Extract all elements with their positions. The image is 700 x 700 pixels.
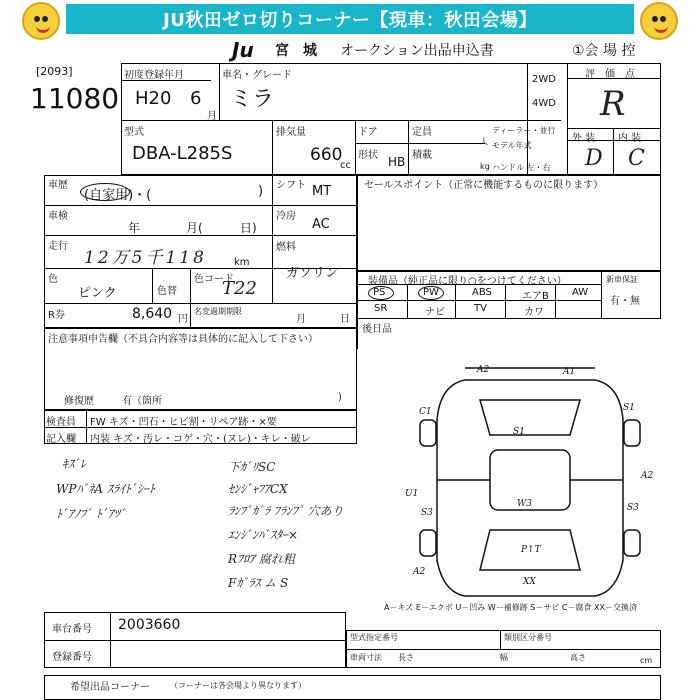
equipment-label: 装備品（純正品に限り○をつけてください） [368,276,567,287]
inspection-month: 月( [186,221,203,235]
capacity-label: 定員 [412,127,432,138]
form-copy-label: ①会 場 控 [572,43,636,59]
displacement-unit: cc [340,160,351,171]
reg-month: 6 [190,88,202,109]
warranty-label: 新車保証 [606,275,638,284]
ac-value: AC [312,217,330,232]
chassis-number-value: 2003660 [118,617,181,633]
door-label: ドア [358,127,378,138]
later-item-label: 後日品 [362,324,392,335]
damage-a2-front: A2 [477,365,490,375]
month-unit: 月 [207,111,217,122]
capacity-unit: 人 [480,137,488,146]
equip-kawa: カワ [524,307,544,318]
lot-number: 11080 [30,82,120,115]
equip-tv: TV [474,303,487,314]
mileage-value: 12万5千118 [84,248,207,268]
name-label: 車名・グレード [222,70,292,81]
recycle-value: 8,640 [132,306,173,322]
fuel-label: 燃料 [276,242,296,253]
shift-value: MT [312,184,332,199]
damage-pt: P↑T [521,545,541,555]
rating-value: R [600,84,626,124]
length-label: 長さ [398,653,414,662]
warranty-value: 有・無 [610,296,640,307]
load-label: 積載 [412,150,432,161]
page-title: JU秋田ゼロ切りコーナー【現車：秋田会場】 [66,4,634,34]
model-year-label: モデル年式 [492,141,532,150]
note-left-2: WPﾊﾞﾈA ｽﾗｲﾄﾞｼｰﾄ [56,482,155,496]
class-number-label: 類別区分番号 [504,633,552,642]
equip-aw: AW [572,287,589,298]
color-label: 色 [48,274,58,285]
shift-label: シフト [276,180,306,191]
mileage-label: 走行 [48,241,68,252]
lot-code: [2093] [36,65,73,78]
mileage-unit: km [234,257,250,268]
equip-airbag: エアB [522,291,549,302]
drive-2wd: 2WD [532,74,556,85]
history-close: ) [258,184,264,199]
wish-corner-note: （コーナーは各会場より異なります） [170,681,306,690]
repair-value: 有（箇所 [122,396,162,407]
note-left-3: ﾄﾞｱﾉﾌﾞ ﾄﾞｱﾂﾞ [56,507,126,521]
color-code-label: 色コード [194,274,234,285]
model-value: DBA-L285S [132,143,233,164]
note-right-1: 下ｶﾞﾘSC [228,460,276,474]
shape-value: HB [388,155,406,169]
inspection-label: 車検 [48,211,68,222]
sales-point-label: セールスポイント（正常に機能するものに限ります） [364,180,604,191]
mascot-left-icon [22,2,60,40]
dealer-label: ディーラー・並行 [492,126,556,135]
color-code-value: T22 [222,278,257,299]
damage-c1: C1 [419,407,432,417]
load-unit: kg [480,162,490,171]
fuel-value: ガソリン [286,266,339,281]
registration-number-label: 登録番号 [52,652,92,663]
dimensions-label: 車両寸法 [350,653,382,662]
model-label: 型式 [124,127,144,138]
inspector-row-exterior: FW キズ・凹石・ヒビ割・リペア跡・×要 [90,417,277,428]
transfer-month: 月 [296,314,306,325]
drive-4wd: 4WD [532,98,556,109]
displacement-value: 660 [310,145,343,165]
car-damage-diagram [405,360,655,600]
damage-s3-right: S3 [627,503,639,513]
interior-grade: C [628,146,645,171]
equip-abs: ABS [472,287,492,298]
type-designation-label: 型式指定番号 [350,633,398,642]
damage-xx: XX [523,577,536,587]
first-reg-label: 初度登録年月 [124,70,184,81]
wish-corner-label: 希望出品コーナー [70,682,150,693]
mascot-right-icon [640,2,678,40]
equip-sr: SR [374,303,388,314]
equip-pw: PW [423,287,439,298]
damage-a2-rear-left: A2 [413,567,426,577]
org-name: 宮 城 [275,43,317,59]
damage-u1: U1 [405,489,419,499]
damage-a2-right: A2 [641,471,654,481]
displacement-label: 排気量 [276,127,306,138]
damage-s1-right: S1 [623,403,635,413]
repair-close: ) [338,392,342,403]
reg-year: H20 [135,88,172,109]
ac-label: 冷房 [276,211,296,222]
damage-a1-front: A1 [563,367,576,377]
history-value: (自家用)・( [84,188,152,203]
notes-label: 注意事項申告欄（不具合内容等は具体的に記入して下さい） [48,334,318,345]
entry-label: 記入欄 [46,434,76,445]
note-right-3: ﾗﾝﾌﾟｶﾞﾗ ﾌﾗﾝﾌﾟ 穴あり [228,504,344,518]
rating-label: 評 価 点 [585,69,635,80]
cm-unit: cm [640,656,653,665]
note-right-4: ｴﾝｼﾞﾝﾊﾞｽﾀｰ× [228,528,299,542]
width-label: 幅 [500,653,508,662]
transfer-label: 名変過期期限 [194,307,242,316]
yen-unit: 円 [178,314,188,325]
ju-logo: Ju [232,38,254,62]
transfer-day: 日 [340,314,350,325]
form-title: オークション出品申込書 [340,43,494,59]
chassis-number-label: 車台番号 [52,624,92,635]
color-change-label: 色替 [157,286,177,297]
note-right-5: Rﾌﾛｱ 腐れ粗 [228,552,295,566]
inspection-year: 年 [128,221,141,235]
color-value: ピンク [78,286,117,301]
damage-legend: A－キズ E－エクボ U－凹み W－補修跡 S－サビ C－腐食 XX－交換済 [384,603,638,612]
note-right-2: ｾﾝｼﾞｬﾌｱCX [228,482,288,496]
inspection-day: 日) [240,221,257,235]
inspector-label: 検査員 [46,417,76,428]
shape-label: 形状 [358,150,378,161]
history-label: 車歴 [48,180,68,191]
recycle-label: R券 [48,310,65,321]
damage-s3-left: S3 [421,508,433,518]
damage-w3: W3 [517,499,532,509]
interior-label: 内 装 [618,133,642,144]
repair-label: 修復歴 [64,396,94,407]
note-left-1: ｷｽﾞﾚ [62,457,87,471]
height-label: 高さ [570,653,586,662]
equip-ps: PS [373,287,386,298]
damage-s1-roof: S1 [513,427,525,437]
inspector-row-interior: 内装 キズ・汚レ・コゲ・穴・(ヌレ)・キレ・破レ [90,434,311,445]
exterior-label: 外 装 [572,133,596,144]
equip-navi: ナビ [425,307,445,318]
car-name: ミラ [230,87,275,112]
note-right-6: Fｶﾞﾗｽ ム S [228,576,289,590]
exterior-grade: D [585,146,603,171]
handle-label: ハンドル 左・右 [492,163,551,172]
